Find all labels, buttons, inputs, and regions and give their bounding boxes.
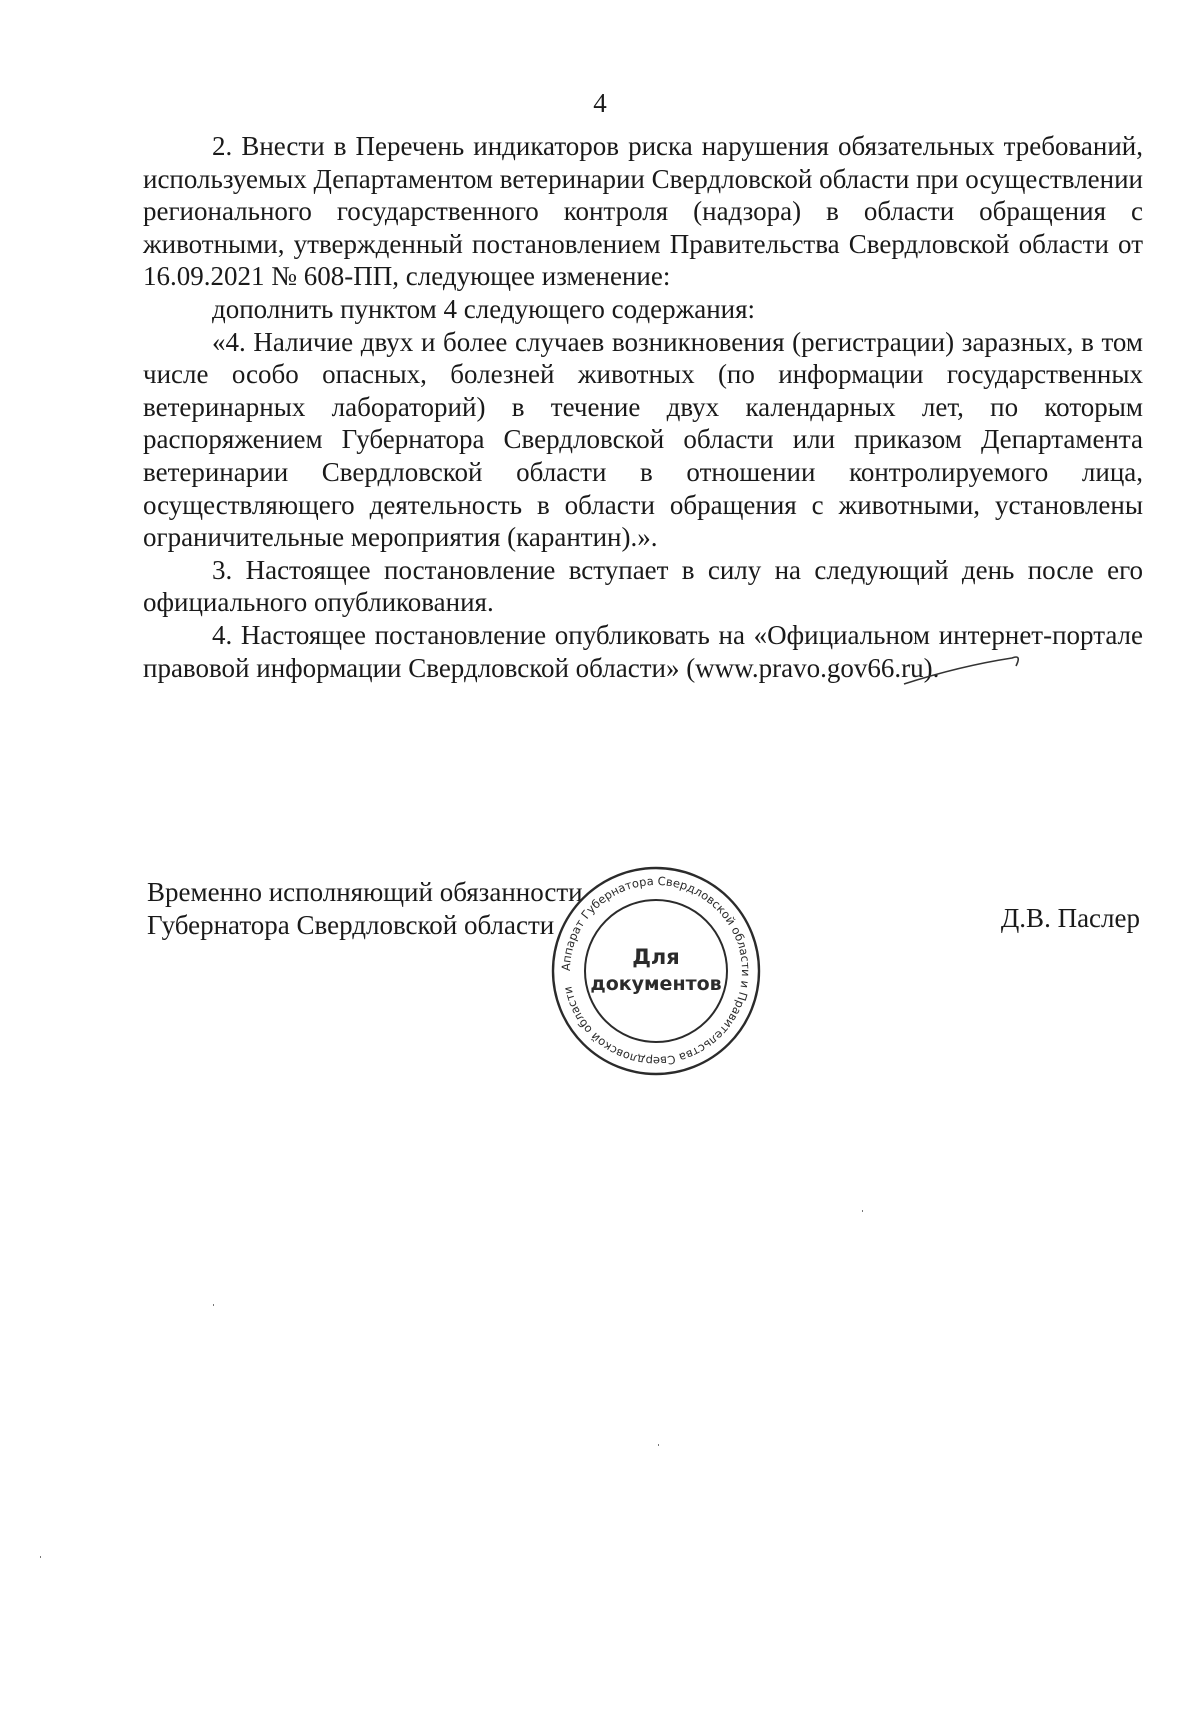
document-body: [143, 130, 1143, 684]
stamp-ring-text: Аппарат Губернатора Свердловской области и Правительства Свердловской области: [558, 873, 754, 1069]
signature-title: [147, 876, 583, 941]
official-stamp: [549, 864, 763, 1078]
stamp-outer-ring: [553, 868, 759, 1074]
scan-speck: [40, 1556, 41, 1558]
scan-speck: [658, 1444, 659, 1446]
paragraph-amendment-intro: дополнить пунктом 4 следующего содержания:: [212, 293, 756, 324]
stamp-center-line-2: документов: [590, 973, 722, 995]
paragraph-item-4: 4. Настоящее постановление опубликовать на «Официальном интернет-портале правовой информации Свердловской области» (www.pravo.gov66.ru).: [143, 619, 1143, 683]
paragraph-item-3: 3. Настоящее постановление вступает в силу на следующий день после его официального опубликования.: [143, 554, 1143, 618]
paragraph-indicator-4: «4. Наличие двух и более случаев возникновения (регистрации) заразных, в том числе особо опасных, болезней животных (по информации государственных ветеринарных лабораторий) в течение двух календарных лет, по которым распоряжением Губернатора Свердловской области или приказом Департамента ветеринарии Свердловской области в отношении контролируемого лица, осуществляющего деятельность в области обращения с животными, установлены ограничительные мероприятия (карантин).».: [143, 326, 1143, 553]
scan-speck: [213, 1304, 214, 1306]
page-number: 4: [593, 88, 607, 118]
signature-title-line-2: Губернатора Свердловской области: [147, 909, 555, 940]
paragraph-item-2: 2. Внести в Перечень индикаторов риска нарушения обязательных требований, используемых Департаментом ветеринарии Свердловской области при осуществлении регионального государственного контроля (надзора) в области обращения с животными, утвержденный постановлением Правительства Свердловской области от 16.09.2021 № 608-ПП, следующее изменение:: [143, 131, 1143, 292]
scan-speck: [862, 1210, 863, 1212]
signature-title-line-1: Временно исполняющий обязанности: [147, 877, 583, 907]
stamp-inner-ring: [585, 900, 727, 1042]
stamp-center-line-1: Для: [632, 945, 680, 969]
ink-mark: [900, 650, 1030, 690]
signer-name: Д.В. Паслер: [1000, 903, 1140, 933]
